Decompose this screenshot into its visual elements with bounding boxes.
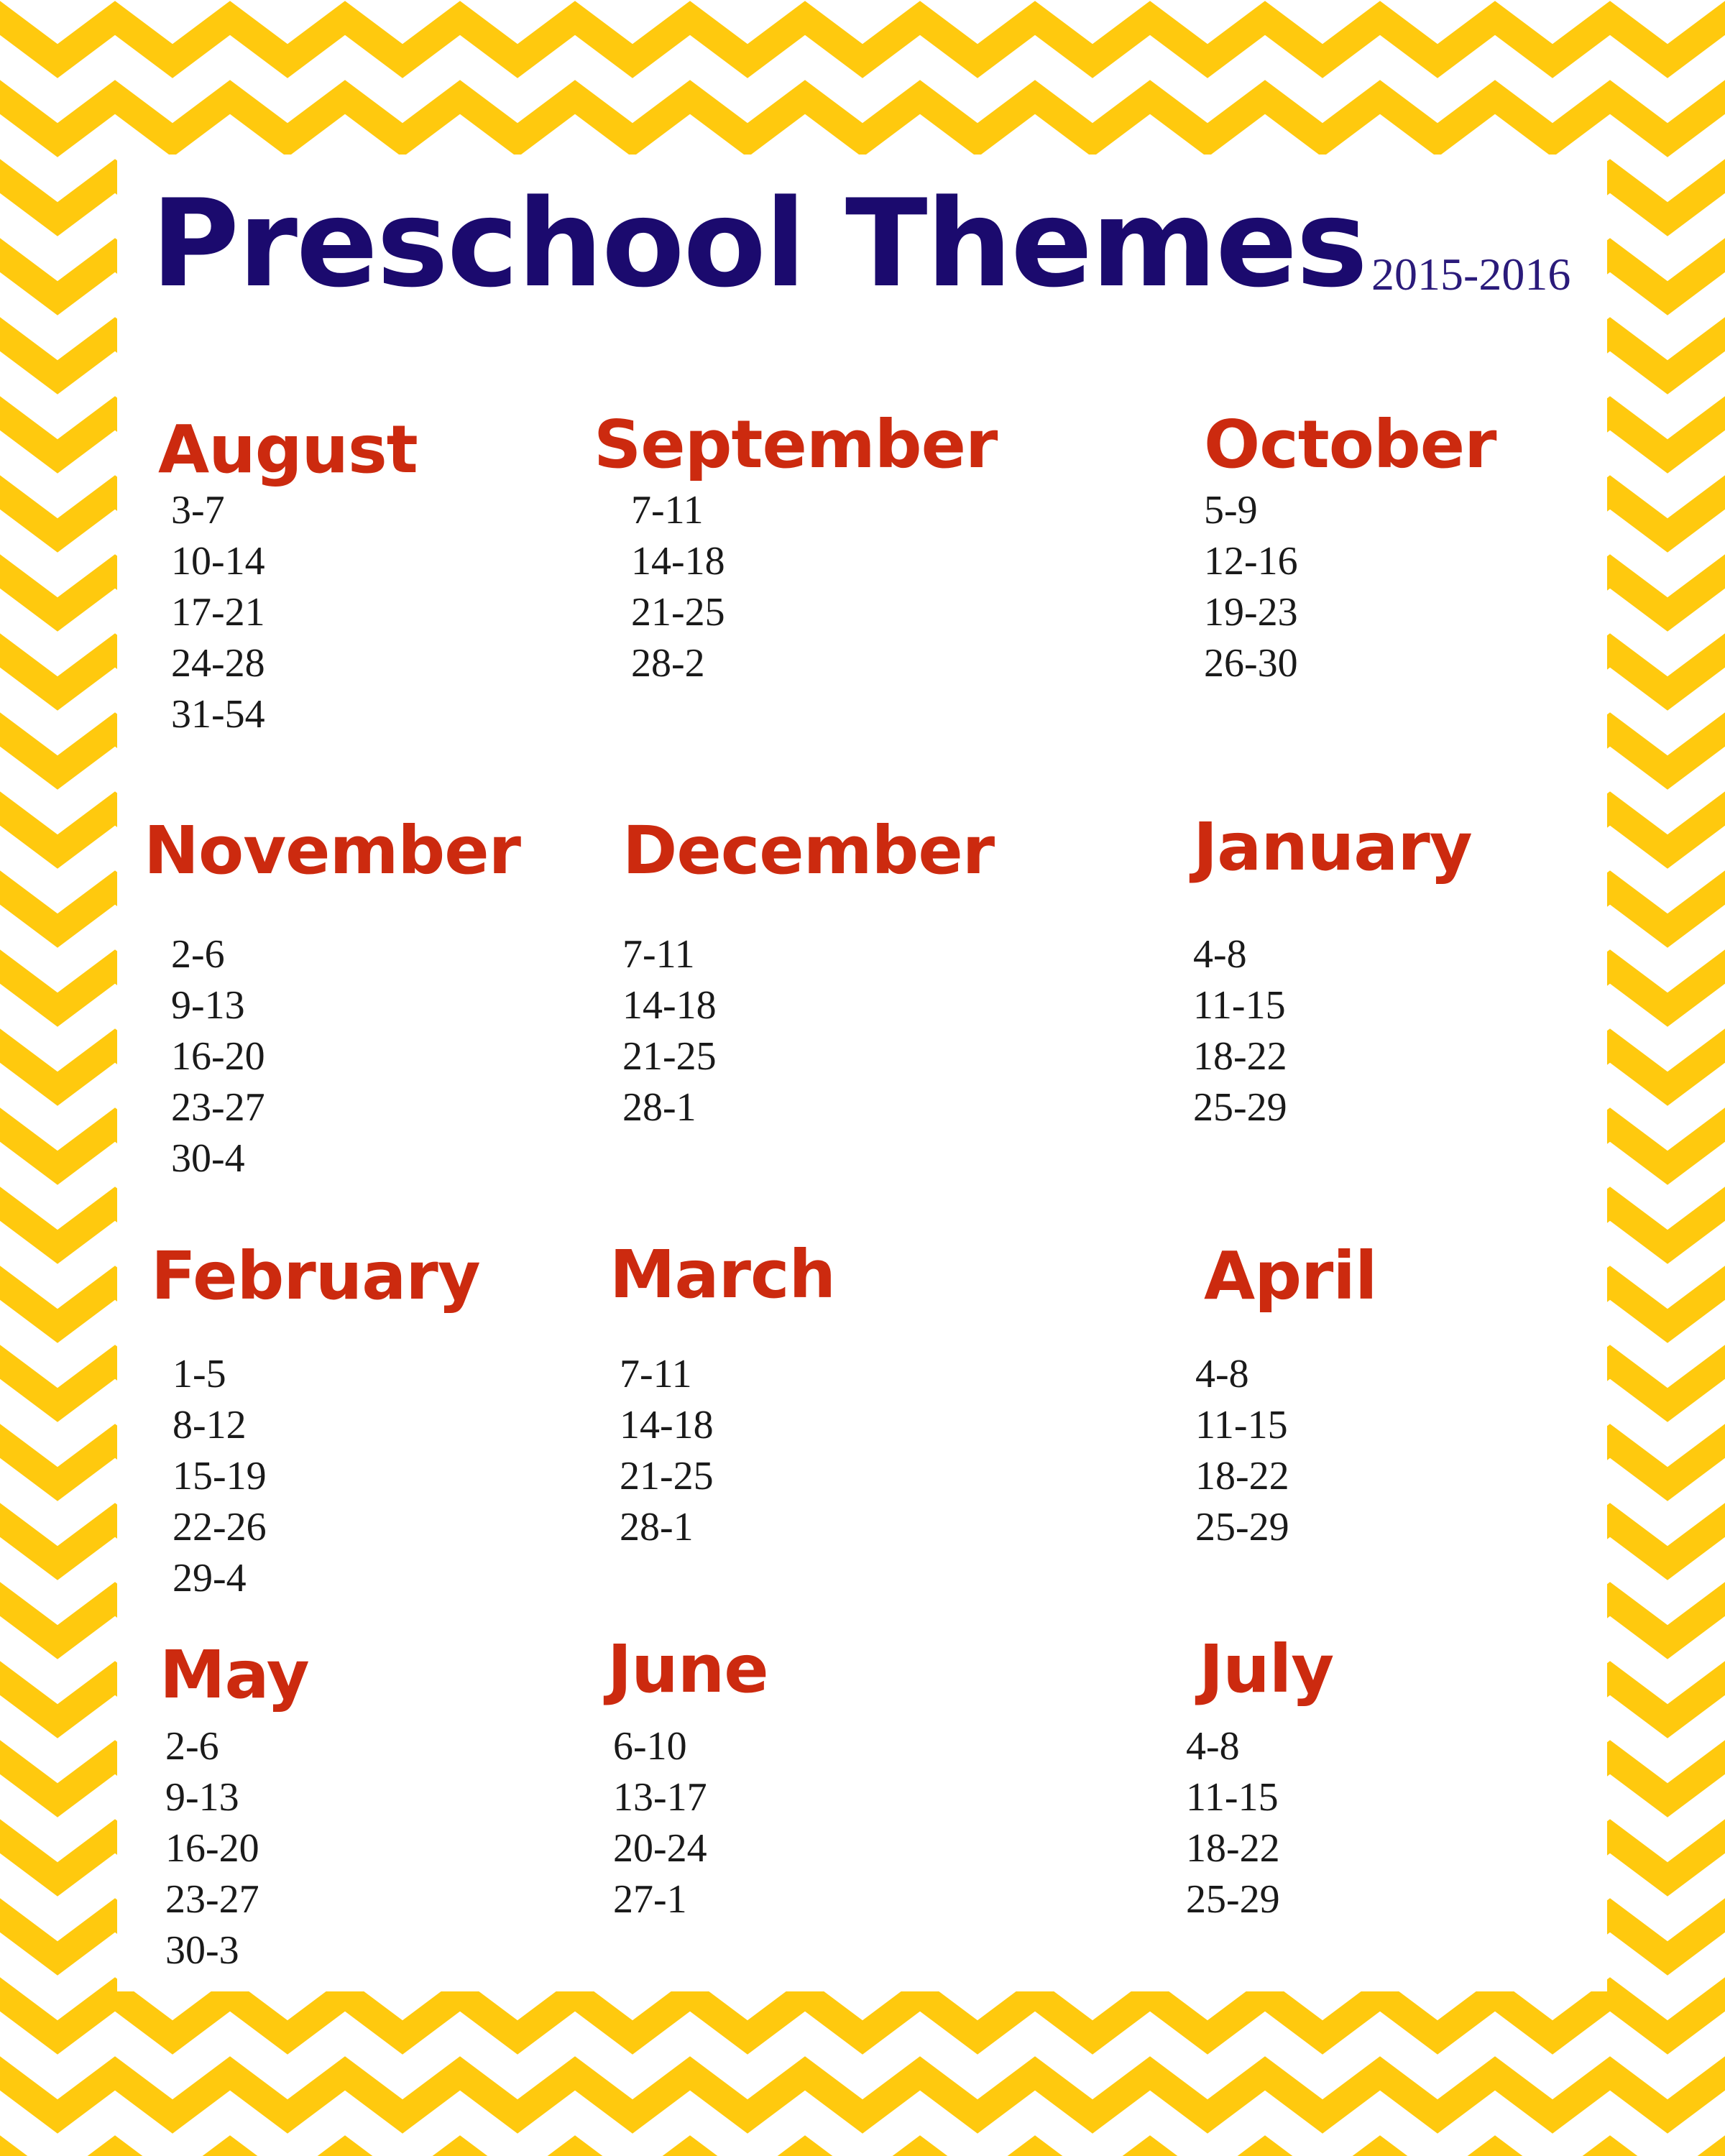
week-range: 4-8 xyxy=(1195,1352,1249,1396)
week-range: 4-8 xyxy=(1193,932,1247,977)
month-name: February xyxy=(151,1238,480,1314)
week-range: 8-12 xyxy=(172,1403,247,1447)
month-name: December xyxy=(622,812,995,889)
month-january xyxy=(1193,808,1696,1130)
week-range: 2-6 xyxy=(171,932,225,977)
week-range: 16-20 xyxy=(165,1826,259,1871)
week-range: 18-22 xyxy=(1193,1034,1287,1079)
month-november xyxy=(144,812,647,1181)
month-february xyxy=(151,1238,654,1600)
week-range: 14-18 xyxy=(622,983,717,1028)
week-range: 28-1 xyxy=(620,1505,694,1549)
month-name: June xyxy=(607,1631,768,1708)
week-range: 14-18 xyxy=(631,539,725,584)
week-range: 28-2 xyxy=(631,641,705,686)
week-list xyxy=(1195,1349,1289,1553)
week-list xyxy=(622,929,717,1133)
week-range: 30-4 xyxy=(171,1136,245,1181)
week-list xyxy=(165,1721,259,1976)
week-range: 17-21 xyxy=(171,590,265,635)
week-range: 14-18 xyxy=(620,1403,714,1447)
month-name: November xyxy=(144,812,521,889)
week-range: 6-10 xyxy=(613,1724,687,1769)
week-range: 12-16 xyxy=(1204,539,1298,584)
week-range: 11-15 xyxy=(1193,983,1286,1028)
week-range: 26-30 xyxy=(1204,641,1298,686)
week-range: 16-20 xyxy=(171,1034,265,1079)
week-list xyxy=(1186,1721,1280,1925)
month-name: August xyxy=(158,411,418,488)
week-range: 2-6 xyxy=(165,1724,219,1769)
page-title: Preschool Themes xyxy=(151,173,1367,314)
week-range: 23-27 xyxy=(165,1877,259,1922)
week-list xyxy=(1193,929,1287,1133)
month-name: May xyxy=(160,1636,309,1713)
week-range: 3-7 xyxy=(171,488,225,533)
month-july xyxy=(1186,1631,1702,1922)
week-range: 28-1 xyxy=(622,1085,696,1130)
week-range: 23-27 xyxy=(171,1085,265,1130)
month-name: October xyxy=(1204,406,1496,483)
week-range: 5-9 xyxy=(1204,488,1258,533)
month-march xyxy=(610,1236,1113,1549)
week-range: 15-19 xyxy=(172,1454,267,1498)
school-year: 2015-2016 xyxy=(1371,249,1571,300)
week-list xyxy=(613,1721,707,1925)
month-december xyxy=(622,812,1126,1130)
week-range: 18-22 xyxy=(1186,1826,1280,1871)
month-name: April xyxy=(1204,1238,1377,1314)
week-range: 7-11 xyxy=(631,488,704,533)
week-range: 29-4 xyxy=(172,1556,247,1600)
week-range: 31-54 xyxy=(171,692,265,737)
month-august xyxy=(158,411,661,737)
month-name: September xyxy=(594,406,998,483)
month-april xyxy=(1195,1238,1707,1549)
week-list xyxy=(171,929,265,1184)
week-range: 21-25 xyxy=(631,590,725,635)
month-name: March xyxy=(610,1236,836,1313)
week-list xyxy=(620,1349,714,1553)
week-range: 7-11 xyxy=(622,932,695,977)
week-range: 11-15 xyxy=(1195,1403,1288,1447)
week-range: 19-23 xyxy=(1204,590,1298,635)
week-range: 20-24 xyxy=(613,1826,707,1871)
week-range: 7-11 xyxy=(620,1352,692,1396)
week-range: 1-5 xyxy=(172,1352,226,1396)
week-range: 13-17 xyxy=(613,1775,707,1820)
month-name: January xyxy=(1193,808,1472,885)
month-june xyxy=(607,1631,1110,1922)
week-range: 24-28 xyxy=(171,641,265,686)
week-range: 30-3 xyxy=(165,1928,239,1973)
week-range: 22-26 xyxy=(172,1505,267,1549)
week-range: 25-29 xyxy=(1193,1085,1287,1130)
week-range: 18-22 xyxy=(1195,1454,1289,1498)
week-range: 10-14 xyxy=(171,539,265,584)
week-range: 4-8 xyxy=(1186,1724,1240,1769)
week-range: 27-1 xyxy=(613,1877,687,1922)
week-list xyxy=(172,1349,267,1604)
week-list xyxy=(631,485,725,689)
week-range: 9-13 xyxy=(165,1775,239,1820)
week-range: 25-29 xyxy=(1186,1877,1280,1922)
week-range: 21-25 xyxy=(620,1454,714,1498)
week-range: 21-25 xyxy=(622,1034,717,1079)
month-september xyxy=(594,406,1097,686)
week-list xyxy=(171,485,265,740)
week-range: 11-15 xyxy=(1186,1775,1279,1820)
month-october xyxy=(1204,406,1707,686)
month-name: July xyxy=(1199,1631,1334,1708)
week-range: 25-29 xyxy=(1195,1505,1289,1549)
week-list xyxy=(1204,485,1298,689)
week-range: 9-13 xyxy=(171,983,245,1028)
